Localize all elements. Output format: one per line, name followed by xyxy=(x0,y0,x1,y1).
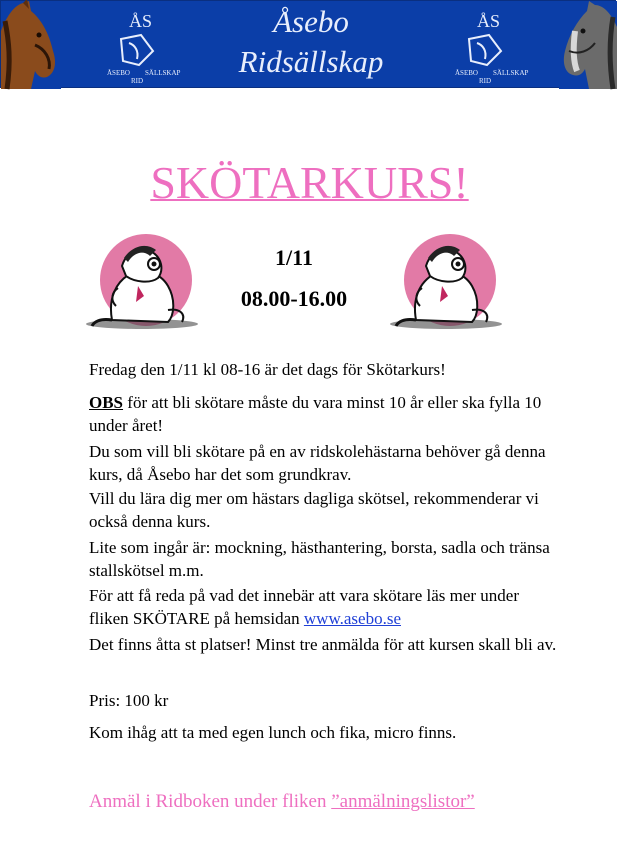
paragraph-more-info xyxy=(89,584,559,630)
svg-text:RID: RID xyxy=(131,77,144,85)
pony-cartoon-icon xyxy=(386,228,508,334)
website-link[interactable]: www.asebo.se xyxy=(303,609,401,628)
club-logo-icon xyxy=(449,5,529,85)
club-logo-icon xyxy=(101,5,181,85)
horse-photo-right-icon xyxy=(559,1,617,89)
paragraph-places: Det finns åtta st platser! Minst tre anmälda för att kursen skall bli av. xyxy=(89,635,557,654)
svg-text:ÅSEBO: ÅSEBO xyxy=(107,69,130,77)
paragraph-obs xyxy=(89,391,559,437)
svg-text:ÅS: ÅS xyxy=(129,11,153,31)
paragraph-contents: Lite som ingår är: mockning, hästhantering, borsta, sadla och tränsa stallskötsel m.m. xyxy=(89,538,550,580)
banner-title-line1: Åsebo xyxy=(273,4,349,39)
paragraph-requirement: Du som vill bli skötare på en av ridskolehästarna behöver gå denna kurs, då Åsebo har det som grundkrav. xyxy=(89,442,546,484)
pony-cartoon-icon xyxy=(82,228,204,334)
paragraph-recommendation: Vill du lära dig mer om hästars dagliga skötsel, rekommenderar vi också denna kurs. xyxy=(89,489,539,531)
svg-text:SÄLLSKAP: SÄLLSKAP xyxy=(493,69,529,77)
paragraph-lunch: Kom ihåg att ta med egen lunch och fika, micro finns. xyxy=(89,723,457,742)
header-banner xyxy=(0,0,616,88)
svg-text:RID: RID xyxy=(479,77,492,85)
banner-title-line2: Ridsällskap xyxy=(238,44,384,79)
svg-text:ÅS: ÅS xyxy=(477,11,501,31)
signup-line xyxy=(89,789,475,815)
page-title: SKÖTARKURS! xyxy=(150,157,469,208)
course-time: 08.00-16.00 xyxy=(240,286,348,311)
signup-text: Anmäl i Ridboken under fliken xyxy=(89,791,332,812)
price-text: Pris: 100 kr xyxy=(89,691,169,710)
paragraph-intro: Fredag den 1/11 kl 08-16 är det dags för Skötarkurs! xyxy=(89,360,446,379)
svg-text:SÄLLSKAP: SÄLLSKAP xyxy=(145,69,181,77)
horse-photo-left-icon xyxy=(1,1,61,89)
svg-text:ÅSEBO: ÅSEBO xyxy=(455,69,478,77)
obs-text: för att bli skötare måste du vara minst 10 år eller ska fylla 10 under året! xyxy=(89,393,542,435)
more-info-text: För att få reda på vad det innebär att vara skötare läs mer under fliken SKÖTARE på hemsidan xyxy=(89,586,520,628)
obs-label: OBS xyxy=(89,393,124,412)
signup-link[interactable]: ”anmälningslistor” xyxy=(331,791,475,812)
course-date: 1/11 xyxy=(275,245,313,270)
